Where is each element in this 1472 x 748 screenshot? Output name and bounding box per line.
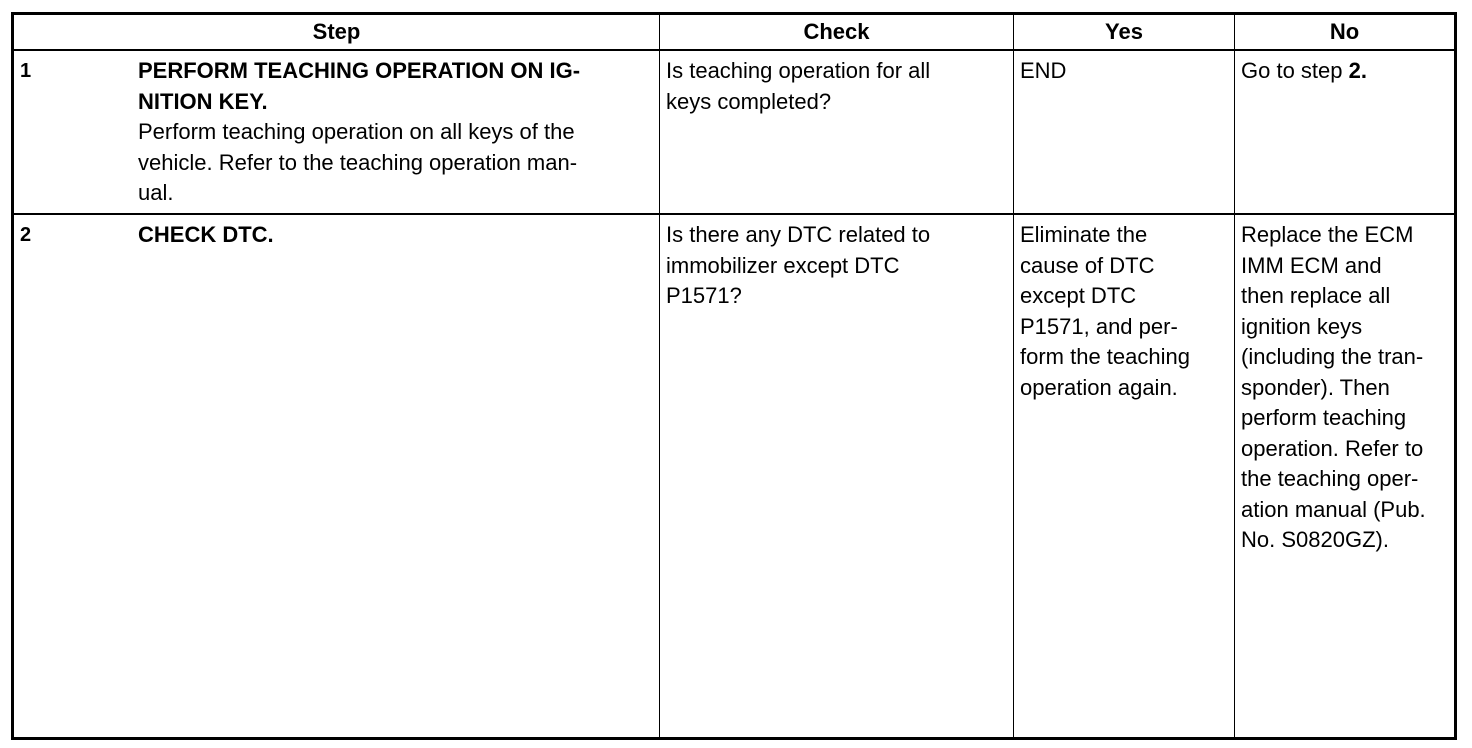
yes-line: P1571, and per- [1020,313,1178,339]
no-line: IMM ECM and [1241,252,1382,278]
header-check: Check [660,14,1014,51]
check-line: keys completed? [666,88,832,114]
step-content [14,215,659,251]
no-line: ignition keys [1241,313,1363,339]
table-body [13,50,1456,738]
step-description-line: ual. [138,180,174,205]
check-cell [660,214,1014,738]
yes-cell [1014,214,1235,738]
step-content [14,51,659,209]
yes-cell [1014,50,1235,214]
step-number: 2 [20,224,32,246]
yes-line: Eliminate the [1020,222,1148,247]
step-cell [13,214,660,738]
check-cell [660,50,1014,214]
step-cell [13,50,660,214]
header-no: No [1235,14,1456,51]
yes-line: except DTC [1020,283,1137,308]
no-action [1235,51,1454,87]
yes-action: END [1020,58,1067,83]
check-line: Is teaching operation for all [666,58,931,83]
no-line: sponder). Then [1241,374,1390,400]
no-line: operation. Refer to [1241,435,1424,461]
no-line: ation manual (Pub. [1241,496,1426,522]
yes-line: form the teaching [1020,344,1190,369]
header-yes: Yes [1014,14,1235,51]
step-number: 1 [20,60,32,82]
no-action-step-ref: 2. [1348,58,1367,83]
yes-line: operation again. [1020,374,1178,400]
step-title-line: PERFORM TEACHING OPERATION ON IG- [138,58,581,83]
step-description-line: vehicle. Refer to the teaching operation man- [138,149,578,175]
table-header [13,14,1456,51]
diagnostic-procedure-table [11,12,1457,740]
header-row [13,14,1456,51]
step-title-line: CHECK DTC. [138,222,274,247]
no-action-prefix: Go to step [1241,58,1349,83]
check-line: P1571? [666,283,742,308]
no-line: the teaching oper- [1241,466,1419,491]
table-row [13,50,1456,214]
header-step: Step [13,14,660,51]
step-title-line: NITION KEY. [138,88,268,114]
table-row [13,214,1456,738]
no-cell [1235,214,1456,738]
no-line: (including the tran- [1241,344,1424,369]
no-cell [1235,50,1456,214]
no-line: No. S0820GZ). [1241,527,1389,552]
no-line: Replace the ECM [1241,222,1414,247]
step-description-line: Perform teaching operation on all keys of the [138,119,575,144]
check-line: Is there any DTC related to [666,222,931,247]
no-line: perform teaching [1241,405,1407,430]
yes-line: cause of DTC [1020,252,1155,278]
no-line: then replace all [1241,283,1391,308]
check-line: immobilizer except DTC [666,252,900,278]
